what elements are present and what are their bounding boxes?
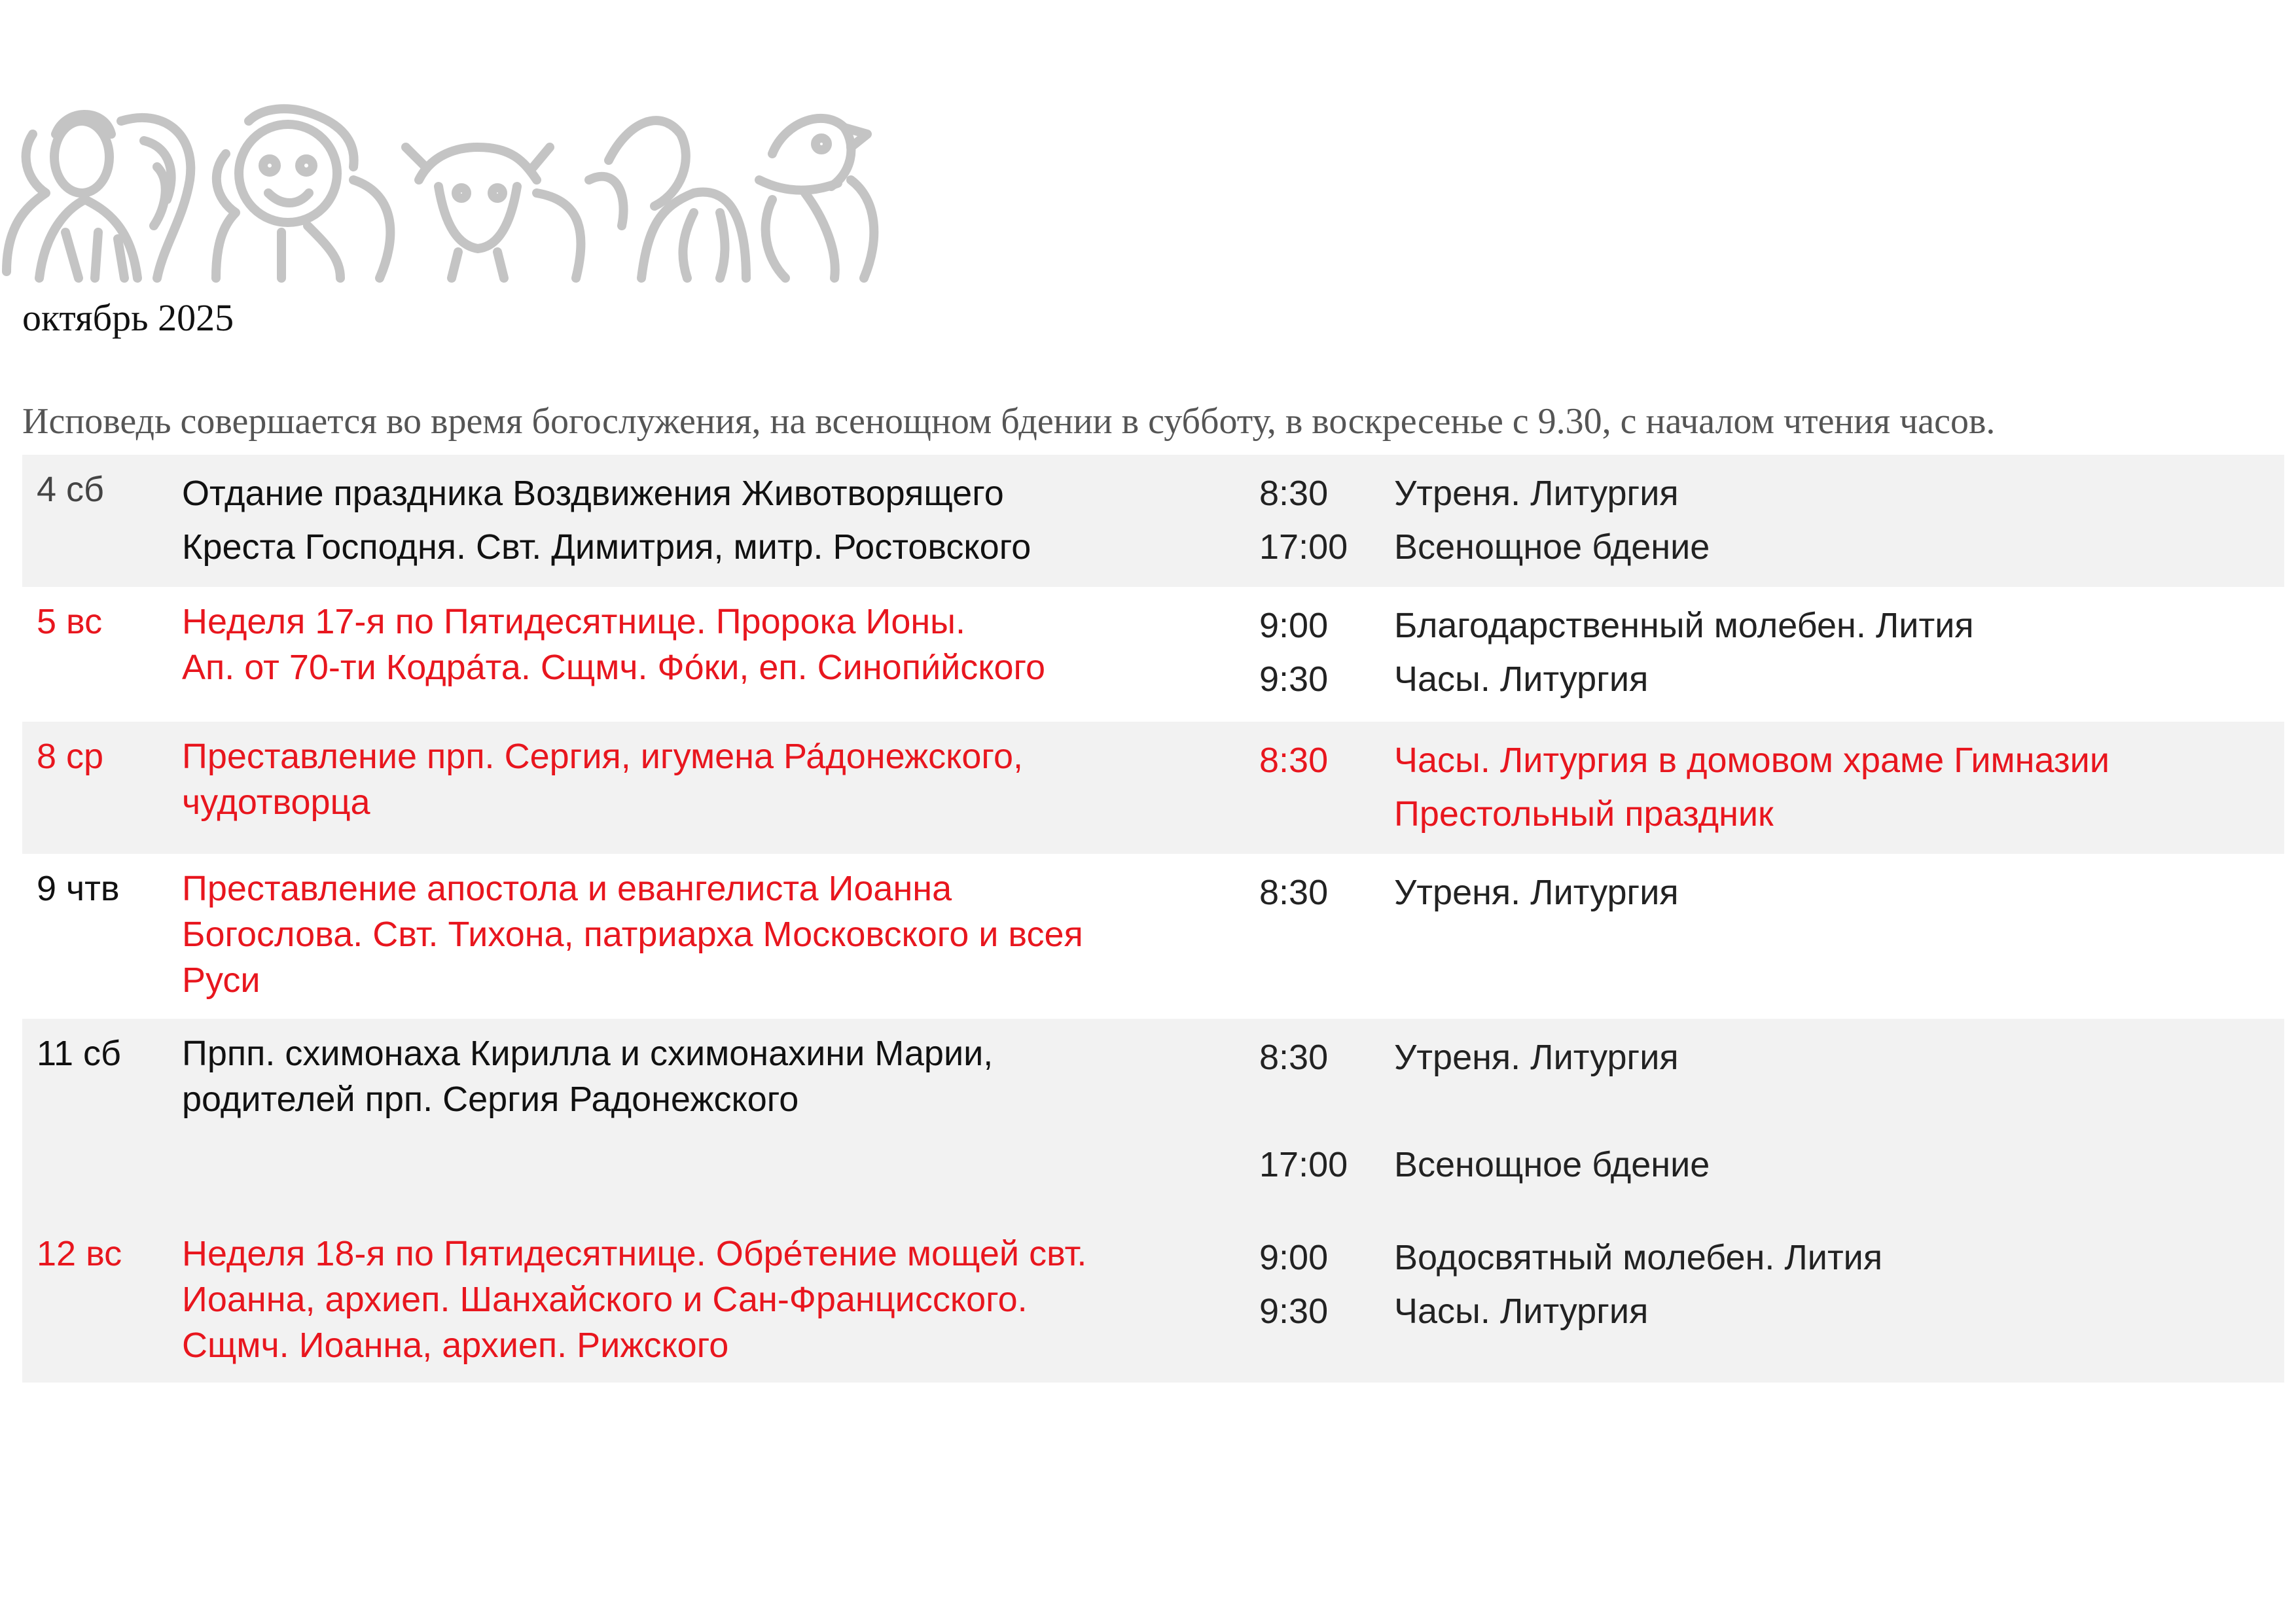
service-time: 8:30: [1259, 873, 1329, 912]
table-row: [22, 1019, 2284, 1138]
service-time: 8:30: [1259, 474, 1329, 513]
table-row: [22, 587, 2284, 722]
service-time: 17:00: [1259, 527, 1348, 567]
table-row: [22, 722, 2284, 854]
row-times: [1259, 467, 1348, 574]
title-line: Богослова. Свт. Тихона, патриарха Московского и всея: [182, 915, 1083, 954]
row-day: 12 вс: [37, 1234, 122, 1273]
title-line: Креста Господня. Свт. Димитрия, митр. Ростовского: [182, 527, 1031, 567]
table-row: [22, 854, 2284, 1019]
row-services: [1394, 599, 1974, 706]
title-line: Неделя 17-я по Пятидесятнице. Пророка Ионы.: [182, 602, 965, 641]
row-day: 9 чтв: [37, 869, 120, 908]
service-name: Утреня. Литургия: [1394, 1038, 1679, 1077]
row-title: [182, 1231, 1086, 1368]
row-services: [1394, 866, 1679, 919]
service-time: 9:30: [1259, 1292, 1329, 1331]
title-line: Ап. от 70-ти Кодра́та. Сщмч. Фо́ки, еп. Синопи́йского: [182, 648, 1046, 687]
title-line: Отдание праздника Воздвижения Животворящего: [182, 474, 1004, 513]
service-time: 17:00: [1259, 1145, 1348, 1184]
service-name: Престольный праздник: [1394, 794, 1774, 834]
row-day: 11 сб: [37, 1034, 121, 1073]
row-times: [1259, 733, 1328, 787]
title-line: чудотворца: [182, 783, 370, 822]
service-name: Часы. Литургия: [1394, 660, 1649, 699]
service-name: Часы. Литургия в домовом храме Гимназии: [1394, 741, 2109, 780]
row-day: 4 сб: [37, 470, 104, 509]
row-times: [1259, 866, 1328, 919]
title-line: Преставление прп. Сергия, игумена Ра́донежского,: [182, 737, 1023, 776]
month-heading: октябрь 2025: [22, 296, 234, 339]
title-line: Неделя 18-я по Пятидесятнице. Обре́тение мощей свт.: [182, 1234, 1087, 1273]
service-time: 9:30: [1259, 660, 1329, 699]
row-title: [182, 467, 1031, 574]
table-row: [22, 1219, 2284, 1383]
row-title: [182, 1031, 993, 1122]
service-name: Утреня. Литургия: [1394, 873, 1679, 912]
row-times: [1259, 599, 1328, 706]
title-line: Иоанна, архиеп. Шанхайского и Сан-Францисского.: [182, 1280, 1028, 1319]
service-name: Водосвятный молебен. Лития: [1394, 1238, 1883, 1277]
title-line: Сщмч. Иоанна, архиеп. Рижского: [182, 1326, 729, 1365]
table-row: [22, 1138, 2284, 1219]
service-name: Всенощное бдение: [1394, 1145, 1710, 1184]
title-line: родителей прп. Сергия Радонежского: [182, 1080, 799, 1119]
service-time: 9:00: [1259, 1238, 1329, 1277]
row-title: [182, 599, 1045, 690]
ornament-frieze-icon: [0, 95, 884, 285]
row-day: 5 вс: [37, 602, 103, 641]
confession-note: Исповедь совершается во время богослужения, на всенощном бдении в субботу, в воскресенье с 9.30, с началом чтения часов.: [22, 401, 1996, 442]
row-title: [182, 866, 1083, 1003]
row-times: [1259, 1231, 1328, 1338]
service-time: 8:30: [1259, 1038, 1329, 1077]
title-line: Руси: [182, 961, 260, 1000]
service-name: Часы. Литургия: [1394, 1292, 1649, 1331]
row-times: [1259, 1031, 1328, 1084]
schedule-table: [22, 455, 2284, 1383]
title-line: Преставление апостола и евангелиста Иоанна: [182, 869, 952, 908]
row-services: [1394, 467, 1710, 574]
row-day: 8 ср: [37, 737, 104, 776]
row-services: [1394, 1231, 1882, 1338]
service-time: 9:00: [1259, 606, 1329, 645]
service-name: Утреня. Литургия: [1394, 474, 1679, 513]
row-services: [1394, 1031, 1679, 1084]
service-name: Всенощное бдение: [1394, 527, 1710, 567]
row-services: [1394, 733, 2109, 841]
row-times: [1259, 1138, 1348, 1192]
row-services: [1394, 1138, 1710, 1192]
row-title: [182, 733, 1023, 825]
table-row: [22, 455, 2284, 587]
service-time: 8:30: [1259, 741, 1329, 780]
service-name: Благодарственный молебен. Лития: [1394, 606, 1974, 645]
title-line: Прпп. схимонаха Кирилла и схимонахини Марии,: [182, 1034, 994, 1073]
